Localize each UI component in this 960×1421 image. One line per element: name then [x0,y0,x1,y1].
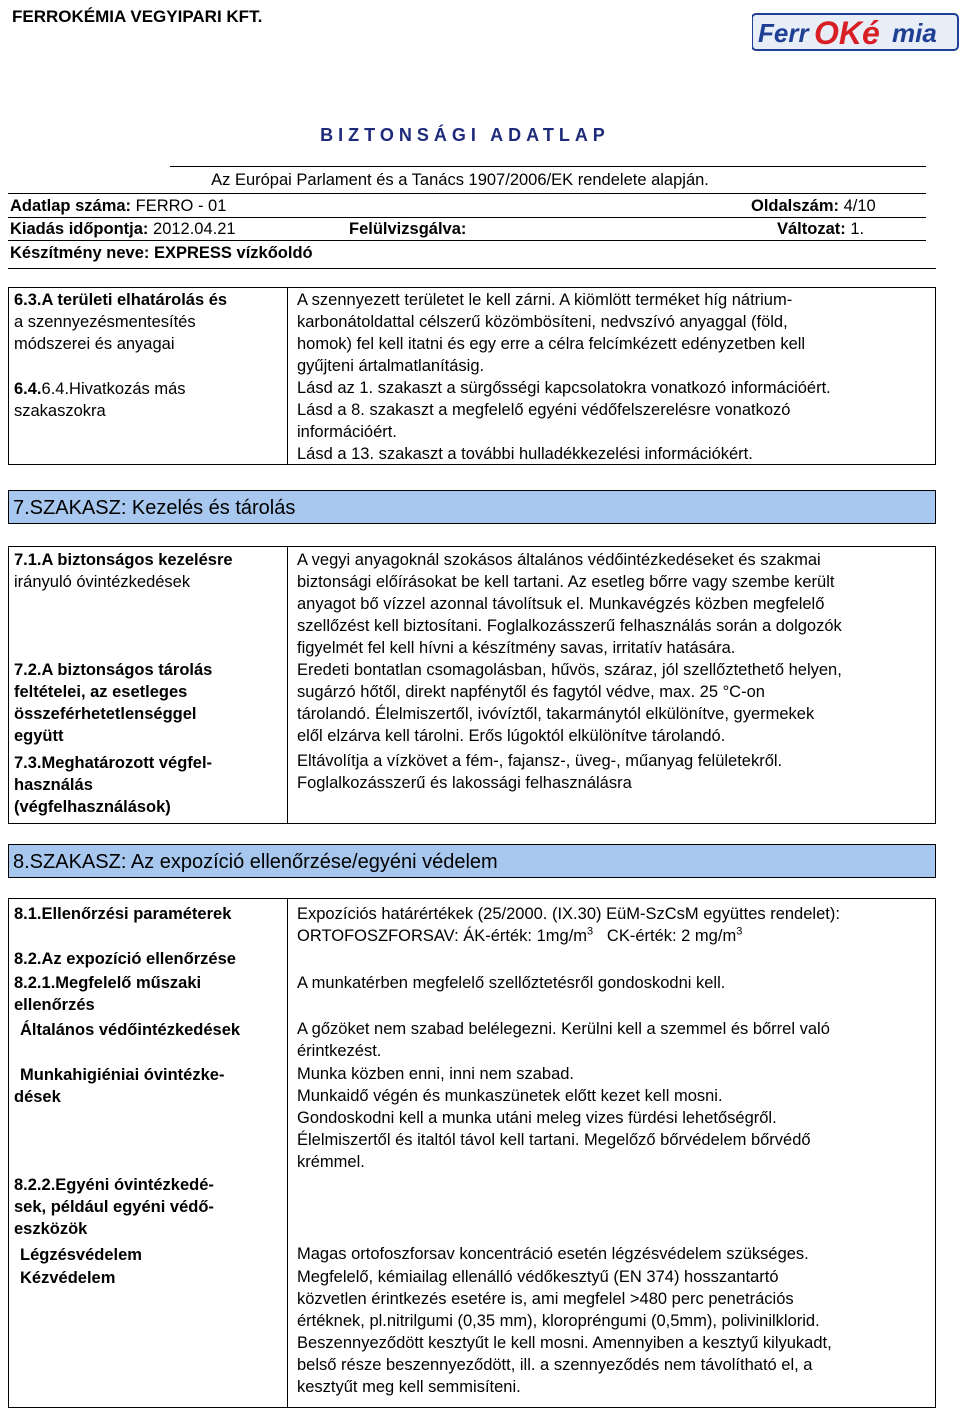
company-logo [752,6,960,58]
respiratory-label: Légzésvédelem [20,1246,142,1264]
column-divider [287,546,288,824]
hygiene-content: Munka közben enni, inni nem szabad. Munkaidő végén és munkaszünetek előtt kezet kell mosni. Gondoskodni kell a munka utáni meleg vizes fürdési lehetőségről. Élelmiszertől és italtól távol kell tartani. Megelőző bőrvédelem bőrvédő krémmel. [297,1065,811,1171]
section8-header: 8.SZAKASZ: Az expozíció ellenőrzése/egyéni védelem [8,844,936,878]
section-8-2-label: 8.2.Az expozíció ellenőrzése [14,950,236,968]
hand-protection-content: Megfelelő, kémiailag ellenálló védőkesztyű (EN 374) hosszantartó közvetlen érintkezés esetére is, ami megfelel >480 perc penetrációs értéknek, pl.nitrilgumi (0,35 mm), kloropréngumi (0,5mm), polivinilklorid. Beszennyeződött kesztyűt le kell mosni. Amennyiben a kesztyű kilyukadt, belső része beszennyeződött, ill. a szennyeződés nem távolítható el, a kesztyűt meg kell semmisíteni. [297,1268,832,1396]
page-number: Oldalszám: 4/10 [751,197,876,215]
divider [8,268,936,269]
divider [170,166,926,167]
sheet-number: Adatlap száma: FERRO - 01 [10,197,227,215]
issue-date: Kiadás időpontja: 2012.04.21 [10,220,236,238]
section-8-2-1-label: 8.2.1.Megfelelő műszaki ellenőrzés [14,974,202,1014]
revised-label: Felülvizsgálva: [349,220,467,238]
section-8-2-1-content: A munkatérben megfelelő szellőztetésről gondoskodni kell. [297,974,726,992]
section6-content: A szennyezett területet le kell zárni. A kiömlött terméket híg nátrium- karbonátoldattal célszerű közömbösíteni, nedvszívó anyaggal (föld, homok) fel kell itatni és egy erre a célra felcímkézett edényzetben kell gyűjteni ártalmatlanításig. Lásd az 1. szakaszt a sürgősségi kapcsolatokra vonatkozó információért. Lásd a 8. szakaszt a megfelelő egyéni védőfelszerelésre vonatkozó információért. Lásd a 13. szakaszt a további hulladékkezelési információkért. [297,291,831,463]
company-name: FERROKÉMIA VEGYIPARI KFT. [12,7,263,26]
hand-protection-label: Kézvédelem [20,1269,116,1287]
general-measures-content: A gőzöket nem szabad belélegezni. Kerülni kell a szemmel és bőrrel való érintkezést. [297,1020,830,1060]
svg-text:Ferr: Ferr [758,18,809,48]
section7-header: 7.SZAKASZ: Kezelés és tárolás [8,490,936,524]
divider [8,193,926,194]
product-name: Készítmény neve: EXPRESS vízkőoldó [10,244,313,262]
column-divider [287,287,288,465]
section-6-3-label: 6.3.A területi elhatárolás és a szennyezésmentesítés módszerei és anyagai [14,291,228,353]
column-divider [287,898,288,1408]
section-7-1-content: A vegyi anyagoknál szokásos általános védőintézkedéseket és szakmai biztonsági előírásokat be kell tartani. Az esetleg bőrre vagy szembe került anyagot bő vízzel azonnal távolítsuk el. Munkavégzés közben megfelelő szellőzést kell biztosítani. Foglalkozásszerű felhasználás során a dolgozók figyelmét fel kell hívni a készítmény savas, irritatív hatására. [297,551,842,657]
document-title: BIZTONSÁGI ADATLAP [320,125,610,145]
section-7-3-content: Eltávolítja a vízkövet a fém-, fajansz-, üveg-, műanyag felületekről. Foglalkozásszerű és lakossági felhasználásra [297,752,783,792]
divider [8,240,926,241]
section-7-2-label: 7.2.A biztonságos tárolás feltételei, az esetleges összeférhetetlenséggel együtt [14,661,213,745]
general-measures-label: Általános védőintézkedések [20,1021,241,1039]
section-7-1-label: 7.1.A biztonságos kezelésre irányuló óvintézkedések [14,551,233,591]
svg-text:mia: mia [892,18,937,48]
respiratory-content: Magas ortofoszforsav koncentráció esetén légzésvédelem szükséges. [297,1245,809,1263]
regulation-line: Az Európai Parlament és a Tanács 1907/2006/EK rendelete alapján. [211,171,709,189]
hygiene-label: Munkahigiéniai óvintézke- dések [14,1066,225,1106]
version: Változat: 1. [777,220,865,238]
section-8-1-content: Expozíciós határértékek (25/2000. (IX.30) EüM-SzCsM együttes rendelet): ORTOFOSZFORSAV: ÁK-érték: $1mg/m^3$ CK-érték: 2 $mg/m^3$ [297,905,840,945]
section-8-1-label: 8.1.Ellenőrzési paraméterek [14,905,232,923]
section-6-4-label: 6.4.6.4.Hivatkozás más szakaszokra [14,380,186,420]
svg-text:OKé: OKé [814,15,880,51]
section-7-2-content: Eredeti bontatlan csomagolásban, hűvös, száraz, jól szellőztethető helyen, sugárzó hőtől, direkt napfénytől és fagytól védve, max. 25 °C-on tárolandó. Élelmiszertől, ivóvíztől, takarmánytól elkülönítve, gyermekek elől elzárva kell tárolni. Erős lúgoktól elkülönítve tárolandó. [297,661,842,745]
ferrokemia-logo-icon [752,6,960,58]
section-8-2-2-label: 8.2.2.Egyéni óvintézkedé- sek, például egyéni védő- eszközök [14,1176,214,1238]
section-7-3-label: 7.3.Meghatározott végfel- használás (végfelhasználások) [14,754,213,816]
